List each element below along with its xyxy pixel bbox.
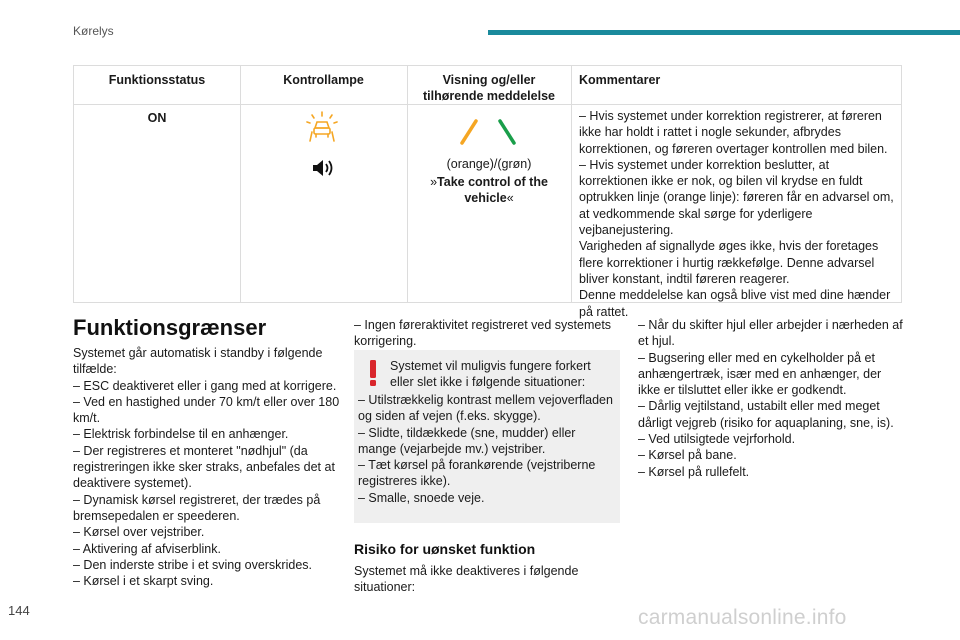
standby-conditions-text: Systemet går automatisk i standby i følgende tilfælde: – ESC deaktiveret eller i gang med at korrigere. – Ved en hastighed under 70 km/t eller over 180 km/t. – Elektrisk forbindelse til en anhænger. – Der registreres et monteret "nødhjul" (da registreringen ikke sker straks, anbefales det at deaktivere systemet). – Dynamisk kørsel registreret, der trædes på bremsepedalen er speederen. – Kørsel over vejstriber. – Aktivering af afviserblink. – Den inderste stribe i et sving overskrides. – Kørsel i et skarpt sving. [73,346,340,589]
header-kommentarer: Kommentarer [579,73,661,87]
message-open-quote: » [430,175,438,189]
display-message [427,174,551,206]
status-value: ON [147,111,167,125]
header-funktionsstatus: Funktionsstatus [108,73,206,87]
exclamation-warning-icon [368,360,378,386]
warning-heading: Systemet vil muligvis fungere forkert eller slet ikke i følgende situationer: [390,359,591,390]
section-title: Kørelys [73,24,114,38]
header-kontrollampe: Kontrollampe [283,73,364,87]
do-not-deactivate-list: – Når du skifter hjul eller arbejder i nærheden af et hjul. – Bugsering eller med en cykelholder på et anhængertræk, især med en anhænger, der ikke er tilsluttet eller ikke er godkendt. – Dårlig vejtilstand, ustabilt eller med meget dårligt vejgreb (risiko for aquaplaning, sne, is). – Ved utilsigtede vejrforhold. – Kørsel på bane. – Kørsel på rullefelt. [638,318,903,479]
page-number: 144 [8,603,30,618]
no-driver-activity-text: – Ingen føreraktivitet registreret ved systemets korrigering. [354,318,612,349]
comment-text: – Hvis systemet under korrektion registrerer, at føreren ikke har holdt i rattet i nogle sekunder, afbrydes korrektionen, og føreren overtager kontrollen med bilen. – Hvis systemet under korrektion beslutter, at korrektionen ikke er nok, og bilen vil krydse en fuldt optrukken linje (orange linje): føreren får en advarsel om, at vedkommende skal sørge for yderligere vejbanejustering. Varigheden af signallyde øges ikke, hvis der foretages flere korrektioner i hurtig rækkefølge. Denne advarsel bliver konstant, indtil føreren reagerer. Denne meddelelse kan også blive vist med dine hænder på rattet. [579,109,894,319]
warning-box [354,350,620,523]
watermark: carmanualsonline.info [638,606,847,629]
section-heading: Funktionsgrænser [73,315,267,340]
message-text: Take control of the vehicle [437,175,548,205]
lane-warning-lamp-icon [304,110,340,144]
warning-body: – Utilstrækkelig kontrast mellem vejoverfladen og siden af vejen (f.eks. skygge). – Slidte, tildækkede (sne, mudder) eller mange (vejarbejde mv.) vejstriber. – Tæt kørsel på forankørende (vejstriberne registreres ikke). – Smalle, snoede veje. [358,393,613,505]
display-caption: (orange)/(grøn) [446,157,532,171]
green-lane-line [500,121,514,143]
column-divider [240,66,241,302]
header-divider [74,104,901,105]
message-close-quote: « [506,191,514,205]
orange-lane-line [462,121,476,143]
audible-warning-speaker-icon [311,158,335,178]
lane-lines-display-icon [452,117,524,147]
risk-heading: Risiko for uønsket funktion [354,541,536,557]
risk-text: Systemet må ikke deaktiveres i følgende situationer: [354,564,579,595]
function-status-table [73,65,902,319]
header-accent-bar [488,30,960,35]
column-divider [571,66,572,302]
header-visning: Visning og/eller tilhørende meddelelse [423,73,555,103]
